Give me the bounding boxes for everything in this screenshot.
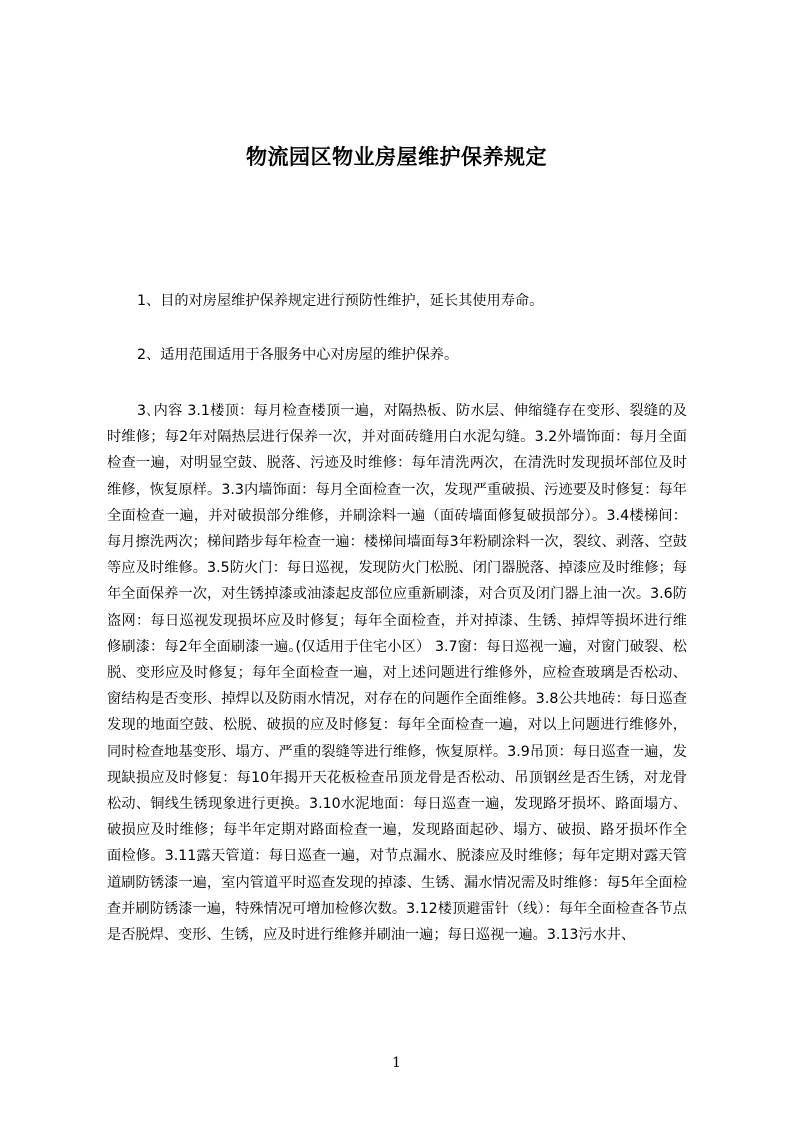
paragraph-content: 3､内容 3.1楼顶：每月检查楼顶一遍，对隔热板、防水层、伸缩缝存在变形、裂缝的及时维修；每2年对隔热层进行保养一次，并对面砖缝用白水泥勾缝。3.2外墙饰面：每月全面检查一遍，对明显空鼓、脱落、污迹及时维修：每年清洗两次，在清洗时发现损坏部位及时维修，恢复原样。3.3内墙饰面：每月全面检查一次，发现严重破损、污迹要及时修复：每年全面检查一遍，并对破损部分维修，并刷涂料一遍（面砖墙面修复破损部分）。3.4楼梯间：每月擦洗两次；梯间踏步每年检查一遍：楼梯间墙面每3年粉刷涂料一次，裂纹、剥落、空鼓等应及时维修。3.5防火门：每日巡视，发现防火门松脱、闭门器脱落、掉漆应及时维修；每年全面保养一次，对生锈掉漆或油漆起皮部位应重新刷漆，对合页及闭门器上油一次。3.6防盗网：每日巡视发现损坏应及时修复；每年全面检查，并对掉漆、生锈、掉焊等损坏进行维修刷漆：每2年全面刷漆一遍｡(仅适用于住宅小区） 3.7窗：每日巡视一遍，对窗门破裂、松脱、变形应及时修复；每年全面检查一遍，对上述问题进行维修外，应检查玻璃是否松动、窗结构是否变形、掉焊以及防雨水情况，对存在的问题作全面维修。3.8公共地砖：每日巡查发现的地面空鼓、松脱、破损的应及时修复：每年全面检查一遍，对以上问题进行维修外，同时检查地基变形、塌方、严重的裂缝等进行维修，恢复原样。3.9吊顶：每日巡查一遍，发现缺损应及时修复：每10年揭开天花板检查吊顶龙骨是否松动、吊顶钢丝是否生锈，对龙骨松动、铜线生锈现象进行更换。3.10水泥地面：每日巡查一遍，发现路牙损坏、路面塌方、破损应及时维修；每半年定期对路面检查一遍，发现路面起砂、塌方、破损、路牙损坏作全面检修。3.11露天管道：每日巡查一遍，对节点漏水、脱漆应及时维修；每年定期对露天管道刷防锈漆一遍，室内管道平时巡查发现的掉漆、生锈、漏水情况需及时维修：每5年全面检查并刷防锈漆一遍，特殊情况可增加检修次数。3.12楼顶避雷针（线）：每年全面检查各节点是否脱焊、变形、生锈，应及时进行维修并刷油一遍；每日巡视一遍。3.13污水井、	[107, 403, 687, 944]
paragraph-purpose: 1、目的对房屋维护保养规定进行预防性维护，延长其使用寿命。	[137, 293, 544, 309]
page-number: 1	[392, 1055, 401, 1071]
paragraph-scope: 2、适用范围适用于各服务中心对房屋的维护保养。	[137, 347, 459, 363]
document-title: 物流园区物业房屋维护保养规定	[246, 145, 547, 169]
